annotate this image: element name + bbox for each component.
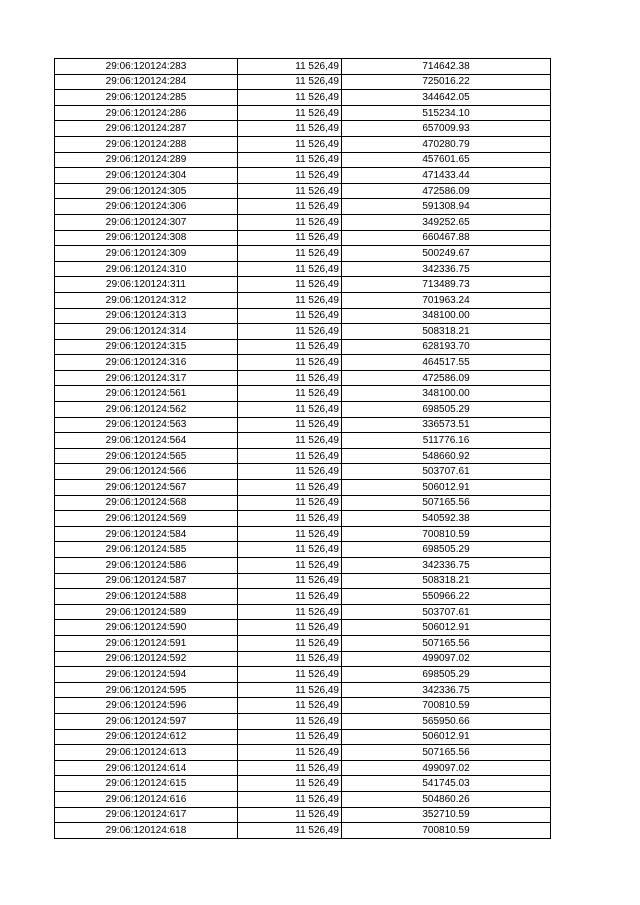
area-cell: 11 526,49 [238, 74, 342, 90]
cadastral-number-cell: 29:06:120124:309 [55, 246, 238, 262]
cadastral-value-cell: 700810.59 [342, 526, 551, 542]
cadastral-number-cell: 29:06:120124:597 [55, 713, 238, 729]
area-cell: 11 526,49 [238, 807, 342, 823]
cadastral-number-cell: 29:06:120124:289 [55, 152, 238, 168]
cadastral-number-cell: 29:06:120124:591 [55, 635, 238, 651]
area-cell: 11 526,49 [238, 511, 342, 527]
cadastral-number-cell: 29:06:120124:308 [55, 230, 238, 246]
table-row [55, 433, 551, 449]
cadastral-number-cell: 29:06:120124:312 [55, 292, 238, 308]
cadastral-value-cell: 503707.61 [342, 604, 551, 620]
cadastral-value-cell: 342336.75 [342, 261, 551, 277]
table-row [55, 59, 551, 75]
area-cell: 11 526,49 [238, 776, 342, 792]
cadastral-number-cell: 29:06:120124:286 [55, 105, 238, 121]
table-row [55, 308, 551, 324]
table-row [55, 511, 551, 527]
table-row [55, 339, 551, 355]
cadastral-value-cell: 506012.91 [342, 620, 551, 636]
area-cell: 11 526,49 [238, 292, 342, 308]
area-cell: 11 526,49 [238, 90, 342, 106]
table-row [55, 620, 551, 636]
area-cell: 11 526,49 [238, 417, 342, 433]
cadastral-value-cell: 507165.56 [342, 635, 551, 651]
cadastral-value-cell: 457601.65 [342, 152, 551, 168]
cadastral-value-cell: 698505.29 [342, 667, 551, 683]
area-cell: 11 526,49 [238, 823, 342, 839]
cadastral-number-cell: 29:06:120124:588 [55, 589, 238, 605]
cadastral-value-table [54, 58, 551, 839]
table-row [55, 542, 551, 558]
cadastral-number-cell: 29:06:120124:310 [55, 261, 238, 277]
cadastral-number-cell: 29:06:120124:305 [55, 183, 238, 199]
table-body [55, 59, 551, 839]
cadastral-number-cell: 29:06:120124:616 [55, 791, 238, 807]
table-row [55, 573, 551, 589]
table-row [55, 823, 551, 839]
table-row [55, 480, 551, 496]
cadastral-value-cell: 714642.38 [342, 59, 551, 75]
cadastral-value-cell: 499097.02 [342, 760, 551, 776]
cadastral-value-cell: 506012.91 [342, 729, 551, 745]
cadastral-value-cell: 499097.02 [342, 651, 551, 667]
cadastral-value-cell: 541745.03 [342, 776, 551, 792]
cadastral-value-cell: 725016.22 [342, 74, 551, 90]
table-row [55, 776, 551, 792]
cadastral-number-cell: 29:06:120124:569 [55, 511, 238, 527]
table-row [55, 74, 551, 90]
table-row [55, 246, 551, 262]
cadastral-number-cell: 29:06:120124:287 [55, 121, 238, 137]
cadastral-value-cell: 511776.16 [342, 433, 551, 449]
cadastral-value-cell: 506012.91 [342, 480, 551, 496]
table-row [55, 261, 551, 277]
cadastral-value-cell: 701963.24 [342, 292, 551, 308]
area-cell: 11 526,49 [238, 386, 342, 402]
table-row [55, 713, 551, 729]
area-cell: 11 526,49 [238, 480, 342, 496]
cadastral-number-cell: 29:06:120124:288 [55, 136, 238, 152]
cadastral-number-cell: 29:06:120124:314 [55, 324, 238, 340]
area-cell: 11 526,49 [238, 464, 342, 480]
cadastral-number-cell: 29:06:120124:285 [55, 90, 238, 106]
cadastral-number-cell: 29:06:120124:304 [55, 168, 238, 184]
table-row [55, 402, 551, 418]
area-cell: 11 526,49 [238, 214, 342, 230]
area-cell: 11 526,49 [238, 199, 342, 215]
table-row [55, 136, 551, 152]
cadastral-value-cell: 540592.38 [342, 511, 551, 527]
cadastral-number-cell: 29:06:120124:612 [55, 729, 238, 745]
table-row [55, 152, 551, 168]
cadastral-value-cell: 660467.88 [342, 230, 551, 246]
table-row [55, 635, 551, 651]
table-row [55, 558, 551, 574]
cadastral-number-cell: 29:06:120124:584 [55, 526, 238, 542]
area-cell: 11 526,49 [238, 745, 342, 761]
cadastral-value-cell: 515234.10 [342, 105, 551, 121]
table-row [55, 199, 551, 215]
cadastral-value-cell: 591308.94 [342, 199, 551, 215]
area-cell: 11 526,49 [238, 635, 342, 651]
cadastral-value-cell: 698505.29 [342, 402, 551, 418]
cadastral-number-cell: 29:06:120124:306 [55, 199, 238, 215]
table-row [55, 214, 551, 230]
area-cell: 11 526,49 [238, 495, 342, 511]
cadastral-value-cell: 500249.67 [342, 246, 551, 262]
cadastral-value-cell: 472586.09 [342, 370, 551, 386]
area-cell: 11 526,49 [238, 573, 342, 589]
cadastral-number-cell: 29:06:120124:617 [55, 807, 238, 823]
table-row [55, 729, 551, 745]
cadastral-number-cell: 29:06:120124:614 [55, 760, 238, 776]
cadastral-value-cell: 713489.73 [342, 277, 551, 293]
area-cell: 11 526,49 [238, 277, 342, 293]
table-row [55, 698, 551, 714]
table-row [55, 386, 551, 402]
table-row [55, 417, 551, 433]
area-cell: 11 526,49 [238, 791, 342, 807]
table-row [55, 370, 551, 386]
cadastral-value-cell: 470280.79 [342, 136, 551, 152]
table-row [55, 495, 551, 511]
table-row [55, 448, 551, 464]
table-row [55, 651, 551, 667]
table-row [55, 183, 551, 199]
area-cell: 11 526,49 [238, 682, 342, 698]
table-row [55, 230, 551, 246]
area-cell: 11 526,49 [238, 261, 342, 277]
area-cell: 11 526,49 [238, 620, 342, 636]
cadastral-number-cell: 29:06:120124:568 [55, 495, 238, 511]
area-cell: 11 526,49 [238, 121, 342, 137]
table-row [55, 760, 551, 776]
table-row [55, 324, 551, 340]
area-cell: 11 526,49 [238, 589, 342, 605]
cadastral-value-cell: 464517.55 [342, 355, 551, 371]
table-row [55, 464, 551, 480]
cadastral-value-cell: 348100.00 [342, 308, 551, 324]
cadastral-number-cell: 29:06:120124:563 [55, 417, 238, 433]
area-cell: 11 526,49 [238, 168, 342, 184]
cadastral-value-cell: 565950.66 [342, 713, 551, 729]
area-cell: 11 526,49 [238, 448, 342, 464]
area-cell: 11 526,49 [238, 651, 342, 667]
cadastral-number-cell: 29:06:120124:596 [55, 698, 238, 714]
cadastral-number-cell: 29:06:120124:589 [55, 604, 238, 620]
cadastral-value-cell: 349252.65 [342, 214, 551, 230]
cadastral-value-cell: 700810.59 [342, 698, 551, 714]
area-cell: 11 526,49 [238, 433, 342, 449]
table-row [55, 682, 551, 698]
cadastral-value-cell: 507165.56 [342, 745, 551, 761]
cadastral-number-cell: 29:06:120124:317 [55, 370, 238, 386]
table-row [55, 589, 551, 605]
cadastral-value-cell: 548660.92 [342, 448, 551, 464]
cadastral-number-cell: 29:06:120124:307 [55, 214, 238, 230]
cadastral-value-cell: 657009.93 [342, 121, 551, 137]
cadastral-number-cell: 29:06:120124:284 [55, 74, 238, 90]
area-cell: 11 526,49 [238, 152, 342, 168]
cadastral-number-cell: 29:06:120124:586 [55, 558, 238, 574]
cadastral-value-cell: 342336.75 [342, 558, 551, 574]
cadastral-number-cell: 29:06:120124:590 [55, 620, 238, 636]
area-cell: 11 526,49 [238, 604, 342, 620]
cadastral-number-cell: 29:06:120124:315 [55, 339, 238, 355]
cadastral-value-cell: 628193.70 [342, 339, 551, 355]
table-row [55, 121, 551, 137]
cadastral-number-cell: 29:06:120124:615 [55, 776, 238, 792]
area-cell: 11 526,49 [238, 324, 342, 340]
area-cell: 11 526,49 [238, 355, 342, 371]
area-cell: 11 526,49 [238, 370, 342, 386]
area-cell: 11 526,49 [238, 526, 342, 542]
cadastral-number-cell: 29:06:120124:613 [55, 745, 238, 761]
area-cell: 11 526,49 [238, 339, 342, 355]
cadastral-value-cell: 503707.61 [342, 464, 551, 480]
cadastral-value-cell: 342336.75 [342, 682, 551, 698]
cadastral-value-cell: 700810.59 [342, 823, 551, 839]
area-cell: 11 526,49 [238, 713, 342, 729]
cadastral-number-cell: 29:06:120124:564 [55, 433, 238, 449]
cadastral-value-cell: 504860.26 [342, 791, 551, 807]
area-cell: 11 526,49 [238, 729, 342, 745]
table-row [55, 355, 551, 371]
table-row [55, 526, 551, 542]
cadastral-number-cell: 29:06:120124:587 [55, 573, 238, 589]
table-row [55, 807, 551, 823]
table-row [55, 168, 551, 184]
cadastral-number-cell: 29:06:120124:316 [55, 355, 238, 371]
table-row [55, 791, 551, 807]
cadastral-number-cell: 29:06:120124:592 [55, 651, 238, 667]
cadastral-number-cell: 29:06:120124:283 [55, 59, 238, 75]
cadastral-value-cell: 507165.56 [342, 495, 551, 511]
cadastral-value-cell: 508318.21 [342, 573, 551, 589]
cadastral-number-cell: 29:06:120124:313 [55, 308, 238, 324]
area-cell: 11 526,49 [238, 558, 342, 574]
cadastral-number-cell: 29:06:120124:595 [55, 682, 238, 698]
area-cell: 11 526,49 [238, 402, 342, 418]
area-cell: 11 526,49 [238, 698, 342, 714]
cadastral-number-cell: 29:06:120124:565 [55, 448, 238, 464]
area-cell: 11 526,49 [238, 667, 342, 683]
area-cell: 11 526,49 [238, 183, 342, 199]
table-row [55, 277, 551, 293]
cadastral-value-cell: 336573.51 [342, 417, 551, 433]
cadastral-number-cell: 29:06:120124:594 [55, 667, 238, 683]
cadastral-number-cell: 29:06:120124:566 [55, 464, 238, 480]
cadastral-value-cell: 550966.22 [342, 589, 551, 605]
cadastral-number-cell: 29:06:120124:618 [55, 823, 238, 839]
cadastral-value-cell: 698505.29 [342, 542, 551, 558]
cadastral-value-cell: 348100.00 [342, 386, 551, 402]
table-row [55, 604, 551, 620]
table-row [55, 90, 551, 106]
cadastral-number-cell: 29:06:120124:311 [55, 277, 238, 293]
cadastral-value-cell: 472586.09 [342, 183, 551, 199]
cadastral-number-cell: 29:06:120124:561 [55, 386, 238, 402]
cadastral-value-cell: 508318.21 [342, 324, 551, 340]
area-cell: 11 526,49 [238, 59, 342, 75]
area-cell: 11 526,49 [238, 105, 342, 121]
area-cell: 11 526,49 [238, 246, 342, 262]
area-cell: 11 526,49 [238, 308, 342, 324]
table-row [55, 105, 551, 121]
area-cell: 11 526,49 [238, 542, 342, 558]
cadastral-number-cell: 29:06:120124:562 [55, 402, 238, 418]
cadastral-value-cell: 344642.05 [342, 90, 551, 106]
area-cell: 11 526,49 [238, 230, 342, 246]
cadastral-number-cell: 29:06:120124:567 [55, 480, 238, 496]
cadastral-number-cell: 29:06:120124:585 [55, 542, 238, 558]
table-row [55, 292, 551, 308]
cadastral-value-cell: 471433.44 [342, 168, 551, 184]
area-cell: 11 526,49 [238, 760, 342, 776]
table-row [55, 745, 551, 761]
cadastral-value-cell: 352710.59 [342, 807, 551, 823]
table-row [55, 667, 551, 683]
area-cell: 11 526,49 [238, 136, 342, 152]
